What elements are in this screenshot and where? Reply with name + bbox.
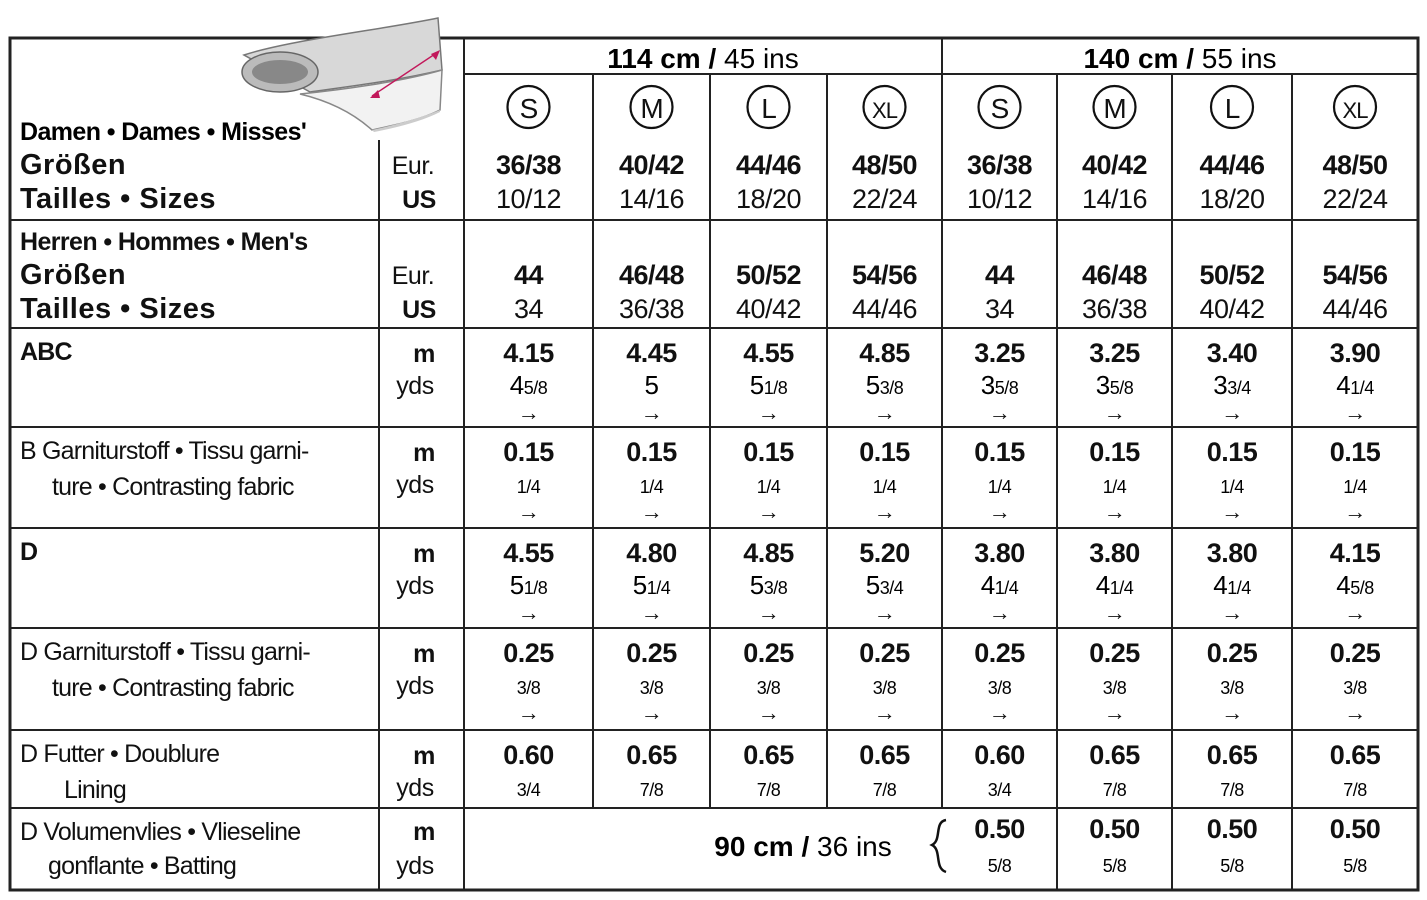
yards-value: 35/8 bbox=[1095, 370, 1134, 400]
men-sizes-title: Herren • Hommes • Men's bbox=[20, 228, 308, 256]
us-label: US bbox=[402, 186, 436, 214]
meter-value: 0.65 bbox=[626, 740, 677, 770]
unit-meter-label: m bbox=[413, 640, 435, 668]
men-us-size: 40/42 bbox=[735, 294, 802, 324]
material-label: D Volumenvlies • Vlieseline bbox=[20, 818, 301, 846]
women-eur-size: 48/50 bbox=[851, 150, 918, 180]
unit-yards-label: yds bbox=[396, 774, 434, 802]
meter-value: 0.50 bbox=[1089, 814, 1140, 844]
nap-arrow: → bbox=[1103, 499, 1126, 524]
men-us-size: 36/38 bbox=[1081, 294, 1148, 324]
meter-value: 0.65 bbox=[1089, 740, 1140, 770]
size-letter: S bbox=[990, 93, 1009, 124]
meter-value: 3.80 bbox=[1089, 538, 1140, 568]
yards-value: 45/8 bbox=[509, 370, 548, 400]
nap-arrow: → bbox=[873, 400, 896, 425]
yards-value: 53/8 bbox=[749, 570, 788, 600]
nap-arrow: → bbox=[873, 499, 896, 524]
yards-value: 1/4 bbox=[516, 477, 541, 497]
yards-value: 35/8 bbox=[980, 370, 1019, 400]
nap-arrow: → bbox=[640, 400, 663, 425]
meter-value: 4.55 bbox=[503, 538, 554, 568]
batting-row bbox=[20, 814, 1380, 880]
nap-arrow: → bbox=[1221, 700, 1243, 725]
unit-meter-label: m bbox=[413, 439, 435, 467]
meter-value: 5.20 bbox=[859, 538, 910, 568]
yards-value: 1/4 bbox=[872, 477, 897, 497]
meter-value: 3.25 bbox=[1089, 338, 1140, 368]
meter-value: 4.80 bbox=[626, 538, 677, 568]
meter-value: 0.65 bbox=[1329, 740, 1381, 770]
size-badge-xl bbox=[1334, 86, 1376, 128]
meter-value: 3.80 bbox=[1206, 538, 1258, 568]
women-sizes-title: Damen • Dames • Misses' bbox=[20, 118, 307, 146]
unit-yards-label: yds bbox=[396, 471, 434, 499]
yards-value: 5/8 bbox=[1102, 856, 1127, 876]
meter-value: 0.50 bbox=[974, 814, 1025, 844]
material-label: B Garniturstoff • Tissu garni- bbox=[20, 437, 309, 465]
yards-value: 3/8 bbox=[756, 678, 781, 698]
meter-value: 4.85 bbox=[743, 538, 794, 568]
size-letter: XL bbox=[872, 98, 897, 123]
nap-arrow: → bbox=[1344, 700, 1366, 725]
meter-value: 0.25 bbox=[1089, 638, 1140, 668]
material-label: D Garniturstoff • Tissu garni- bbox=[20, 638, 310, 666]
nap-arrow: → bbox=[1344, 600, 1366, 625]
material-label: Lining bbox=[64, 776, 126, 804]
men-us-size: 44/46 bbox=[1322, 294, 1388, 324]
nap-arrow: → bbox=[1103, 600, 1126, 625]
yards-value: 1/4 bbox=[987, 477, 1012, 497]
yards-value: 7/8 bbox=[756, 780, 781, 800]
meter-value: 4.15 bbox=[1329, 538, 1381, 568]
women-sizes-label-de: Größen bbox=[20, 149, 127, 181]
nap-arrow: → bbox=[640, 700, 663, 725]
yards-value: 7/8 bbox=[639, 780, 664, 800]
yards-value: 7/8 bbox=[1343, 780, 1367, 800]
unit-meter-label: m bbox=[413, 340, 435, 368]
women-sizes-label-fr-en: Tailles • Sizes bbox=[20, 183, 217, 215]
nap-arrow: → bbox=[517, 400, 540, 425]
material-row bbox=[20, 538, 1381, 625]
material-row bbox=[20, 437, 1381, 524]
unit-yards-label: yds bbox=[396, 672, 434, 700]
nap-arrow: → bbox=[640, 600, 663, 625]
yards-value: 1/4 bbox=[1102, 477, 1127, 497]
women-us-size: 22/24 bbox=[1322, 184, 1388, 214]
yards-value: 3/8 bbox=[872, 678, 897, 698]
meter-value: 0.25 bbox=[859, 638, 910, 668]
nap-arrow: → bbox=[1103, 700, 1126, 725]
men-eur-size: 46/48 bbox=[618, 260, 685, 290]
nap-arrow: → bbox=[988, 499, 1011, 524]
nap-arrow: → bbox=[873, 700, 896, 725]
nap-arrow: → bbox=[1103, 400, 1126, 425]
yards-value: 41/4 bbox=[980, 570, 1019, 600]
yards-value: 1/4 bbox=[1220, 477, 1244, 497]
yards-value: 3/8 bbox=[516, 678, 541, 698]
women-eur-size: 44/46 bbox=[1199, 150, 1265, 180]
nap-arrow: → bbox=[1221, 499, 1243, 524]
material-label: ABC bbox=[20, 338, 72, 366]
nap-arrow: → bbox=[757, 700, 780, 725]
meter-value: 0.65 bbox=[743, 740, 794, 770]
yards-value: 5/8 bbox=[1220, 856, 1244, 876]
size-badge-l bbox=[1211, 86, 1253, 128]
women-us-size: 10/12 bbox=[495, 184, 562, 214]
meter-value: 0.25 bbox=[743, 638, 794, 668]
nap-arrow: → bbox=[517, 700, 540, 725]
meter-value: 0.25 bbox=[1329, 638, 1381, 668]
women-eur-size: 44/46 bbox=[735, 150, 802, 180]
meter-value: 3.40 bbox=[1206, 338, 1258, 368]
nap-arrow: → bbox=[757, 499, 780, 524]
men-us-size: 36/38 bbox=[618, 294, 685, 324]
meter-value: 0.15 bbox=[1329, 437, 1381, 467]
size-letter: XL bbox=[1342, 98, 1368, 123]
eur-label: Eur. bbox=[391, 262, 435, 290]
meter-value: 3.25 bbox=[974, 338, 1025, 368]
women-us-size: 10/12 bbox=[966, 184, 1033, 214]
men-eur-size: 46/48 bbox=[1081, 260, 1148, 290]
nap-arrow: → bbox=[517, 600, 540, 625]
us-label: US bbox=[402, 296, 436, 324]
meter-value: 3.80 bbox=[974, 538, 1025, 568]
meter-value: 0.25 bbox=[1206, 638, 1258, 668]
unit-yards-label: yds bbox=[396, 572, 434, 600]
size-badge-m bbox=[1094, 86, 1136, 128]
nap-arrow: → bbox=[757, 400, 780, 425]
size-badge-l bbox=[748, 86, 790, 128]
meter-value: 0.15 bbox=[1206, 437, 1258, 467]
unit-yards-label: yds bbox=[396, 852, 434, 880]
material-row bbox=[20, 338, 1380, 425]
meter-value: 0.25 bbox=[503, 638, 554, 668]
size-letter: L bbox=[761, 93, 776, 124]
nap-arrow: → bbox=[640, 499, 663, 524]
nap-arrow: → bbox=[873, 600, 896, 625]
yards-value: 3/4 bbox=[987, 780, 1012, 800]
meter-value: 0.15 bbox=[859, 437, 910, 467]
size-letter: M bbox=[1103, 93, 1126, 124]
size-badge-xl bbox=[864, 86, 906, 128]
meter-value: 0.50 bbox=[1329, 814, 1381, 844]
meter-value: 0.15 bbox=[743, 437, 794, 467]
men-sizes-label-fr-en: Tailles • Sizes bbox=[20, 293, 217, 325]
nap-arrow: → bbox=[1344, 499, 1366, 524]
yards-value: 51/8 bbox=[749, 370, 788, 400]
material-label: ture • Contrasting fabric bbox=[52, 674, 294, 702]
material-row bbox=[20, 740, 1381, 804]
meter-value: 4.15 bbox=[503, 338, 554, 368]
yards-value: 3/4 bbox=[516, 780, 541, 800]
yards-value: 3/8 bbox=[1102, 678, 1127, 698]
men-eur-size: 54/56 bbox=[851, 260, 918, 290]
yards-value: 41/4 bbox=[1336, 370, 1374, 400]
yards-value: 1/4 bbox=[639, 477, 664, 497]
yards-value: 5 bbox=[644, 370, 659, 400]
women-eur-size: 40/42 bbox=[1081, 150, 1148, 180]
yards-value: 1/4 bbox=[1343, 477, 1367, 497]
women-eur-size: 36/38 bbox=[966, 150, 1033, 180]
meter-value: 4.45 bbox=[626, 338, 677, 368]
nap-arrow: → bbox=[988, 400, 1011, 425]
women-us-size: 18/20 bbox=[1199, 184, 1265, 214]
nap-arrow: → bbox=[1221, 600, 1243, 625]
nap-arrow: → bbox=[1344, 400, 1366, 425]
yards-value: 53/4 bbox=[865, 570, 904, 600]
yards-value: 7/8 bbox=[1102, 780, 1127, 800]
meter-value: 0.15 bbox=[974, 437, 1025, 467]
men-eur-size: 54/56 bbox=[1322, 260, 1388, 290]
size-badge-s bbox=[508, 86, 550, 128]
material-label: D bbox=[20, 538, 38, 566]
nap-arrow: → bbox=[988, 700, 1011, 725]
unit-yards-label: yds bbox=[396, 372, 434, 400]
meter-value: 0.15 bbox=[1089, 437, 1140, 467]
unit-meter-label: m bbox=[413, 818, 435, 846]
women-us-size: 14/16 bbox=[618, 184, 685, 214]
eur-label: Eur. bbox=[391, 152, 435, 180]
yards-value: 5/8 bbox=[987, 856, 1012, 876]
meter-value: 0.65 bbox=[1206, 740, 1258, 770]
meter-value: 3.90 bbox=[1329, 338, 1381, 368]
men-us-size: 44/46 bbox=[851, 294, 918, 324]
size-letter: L bbox=[1224, 93, 1240, 124]
yards-value: 41/4 bbox=[1213, 570, 1251, 600]
nap-arrow: → bbox=[517, 499, 540, 524]
nap-arrow: → bbox=[1221, 400, 1243, 425]
men-us-size: 34 bbox=[513, 294, 544, 324]
unit-meter-label: m bbox=[413, 540, 435, 568]
yards-value: 41/4 bbox=[1095, 570, 1134, 600]
women-eur-size: 36/38 bbox=[495, 150, 562, 180]
size-badge-m bbox=[631, 86, 673, 128]
fabric-roll-illustration bbox=[242, 18, 442, 132]
men-eur-size: 50/52 bbox=[1199, 260, 1265, 290]
men-us-size: 40/42 bbox=[1199, 294, 1265, 324]
meter-value: 0.25 bbox=[974, 638, 1025, 668]
men-eur-size: 44 bbox=[984, 260, 1015, 290]
yards-value: 3/8 bbox=[1343, 678, 1367, 698]
meter-value: 0.65 bbox=[859, 740, 910, 770]
fabric-width-90-label: 90 cm / 36 ins bbox=[714, 831, 892, 862]
fabric-width-140-label: 140 cm / 55 ins bbox=[1083, 43, 1277, 74]
size-letter: S bbox=[519, 93, 538, 124]
women-eur-size: 48/50 bbox=[1322, 150, 1388, 180]
material-label: gonflante • Batting bbox=[48, 852, 237, 880]
yards-value: 5/8 bbox=[1343, 856, 1367, 876]
men-eur-size: 44 bbox=[513, 260, 544, 290]
yards-value: 7/8 bbox=[872, 780, 897, 800]
material-row bbox=[20, 638, 1381, 725]
yards-value: 3/8 bbox=[1220, 678, 1244, 698]
nap-arrow: → bbox=[757, 600, 780, 625]
unit-meter-label: m bbox=[413, 742, 435, 770]
yards-value: 3/8 bbox=[639, 678, 664, 698]
brace-icon bbox=[932, 820, 946, 872]
men-us-size: 34 bbox=[984, 294, 1015, 324]
yards-value: 1/4 bbox=[756, 477, 781, 497]
meter-value: 0.15 bbox=[626, 437, 677, 467]
meter-value: 4.85 bbox=[859, 338, 910, 368]
meter-value: 0.50 bbox=[1206, 814, 1258, 844]
meter-value: 0.25 bbox=[626, 638, 677, 668]
yards-value: 51/8 bbox=[509, 570, 548, 600]
men-eur-size: 50/52 bbox=[735, 260, 802, 290]
yards-value: 53/8 bbox=[865, 370, 904, 400]
yards-value: 45/8 bbox=[1336, 570, 1374, 600]
yards-value: 7/8 bbox=[1220, 780, 1244, 800]
women-eur-size: 40/42 bbox=[618, 150, 685, 180]
material-label: D Futter • Doublure bbox=[20, 740, 220, 768]
yards-value: 33/4 bbox=[1213, 370, 1251, 400]
women-us-size: 18/20 bbox=[735, 184, 802, 214]
women-us-size: 14/16 bbox=[1081, 184, 1148, 214]
size-badge-s bbox=[979, 86, 1021, 128]
nap-arrow: → bbox=[988, 600, 1011, 625]
material-label: ture • Contrasting fabric bbox=[52, 473, 294, 501]
yards-value: 3/8 bbox=[987, 678, 1012, 698]
men-sizes-label-de: Größen bbox=[20, 259, 127, 291]
size-letter: M bbox=[640, 93, 663, 124]
meter-value: 4.55 bbox=[743, 338, 794, 368]
meter-value: 0.60 bbox=[503, 740, 554, 770]
meter-value: 0.60 bbox=[974, 740, 1025, 770]
yards-value: 51/4 bbox=[632, 570, 671, 600]
fabric-width-114-label: 114 cm / 45 ins bbox=[607, 43, 799, 74]
meter-value: 0.15 bbox=[503, 437, 554, 467]
women-us-size: 22/24 bbox=[851, 184, 918, 214]
